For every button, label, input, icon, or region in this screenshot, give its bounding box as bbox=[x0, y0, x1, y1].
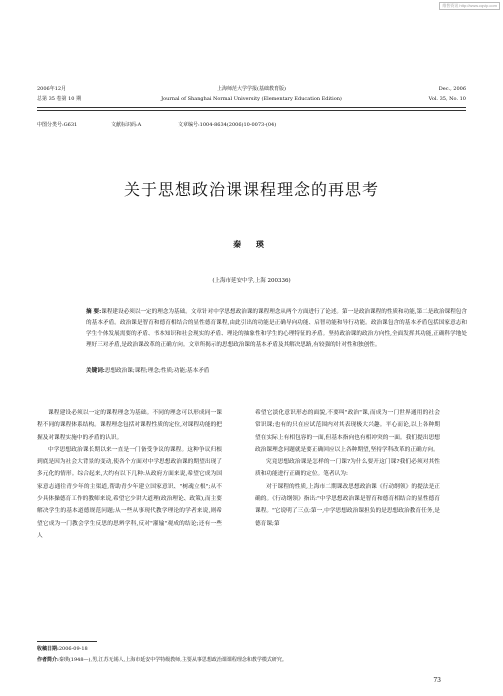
abstract-label: 摘 要: bbox=[86, 309, 102, 315]
abstract-text: 课程建设必须以一定的理念为基础。文章针对中学思想政治课的课程理念从两个方面进行了论述。第一是政治课程的性质和功能,第二是政治课程包含的基本矛盾。政治课是智育和德育相结合的显性德育课程,由此引出的功能是正确导向功能、启智功能和导行功能。政治课包含的基本矛盾包括国家意志和学生个体发展需要的矛盾、书本知识和社会现实的矛盾、理论的抽象性和学生的心理特征的矛盾。坚持政治课的政治方向性,全面发挥其功能,正确科学地处理好三对矛盾,是政治课改革的正确方向。文章所揭示的思想政治课的基本矛盾及其解决思路,有较强的针对性和独创性。 bbox=[86, 309, 467, 348]
header-journal-en: Journal of Shanghai Normal University (Elementary Education Edition) bbox=[161, 96, 342, 102]
received-date: 2006-09-18 bbox=[58, 646, 88, 652]
body-column-right bbox=[255, 407, 440, 530]
footnote-received bbox=[37, 645, 466, 653]
author-bio-label: 作者简介: bbox=[37, 657, 59, 663]
footnote-rule bbox=[37, 641, 97, 642]
keywords-label: 关键词: bbox=[86, 368, 105, 374]
watermark-stamp: 维普资讯 http://www.cqvip.com bbox=[439, 2, 500, 10]
clc-number: 中图分类号:G631 bbox=[37, 122, 78, 128]
author-affiliation: (上海市延安中学,上海 200336) bbox=[212, 278, 291, 284]
body-paragraph: 中学思想政治课长期以来一直是一门备受争议的课程。这种争议归根到底是因为社会大背景的变动,使各个方面对中学思想政治课的期望出现了多元化的情形。综合起来,大约有以下几种:从政府方面来说,希望它成为国家意志通往青少年的主渠道,帮助青少年建立国家意识、"树魂立根";从不少具体操德育工作的教师来说,希望它少讲大道理(政治理论、政策),而主要解决学生的基本道德规范问题;从一些从事现代教学理论的学者来说,则希望它成为一门教会学生反思的思辨学科,反对"灌输"观成的结论;还有一些人 bbox=[37, 446, 222, 539]
header-date-en: Dec., 2006 bbox=[438, 86, 466, 92]
article-number: 文章编号:1004-8634(2006)10-0073-(04) bbox=[178, 122, 277, 128]
document-code: 文献标识码:A bbox=[111, 122, 142, 128]
body-paragraph: 对于课程的性质,上海市二期课改思想政治课《行动纲领》的提法是正确的。《行动纲领》指出:"中学思想政治课是智育和德育相结合的显性德育课程。"它说明了三点:第一,中学思想政治课担负的是思想政治教育任务,是德育课;第 bbox=[255, 483, 440, 527]
header-volume-cn: 总第 35 卷第 10 期 bbox=[37, 96, 82, 102]
header-rule-thick bbox=[37, 107, 466, 108]
keywords-text: 思想政治课;课程;理念;性质;功能;基本矛盾 bbox=[104, 368, 210, 374]
received-label: 收稿日期: bbox=[37, 646, 59, 652]
header-date-cn: 2006年12月 bbox=[37, 86, 67, 92]
author-name: 秦 瑛 bbox=[233, 239, 270, 249]
header-journal-cn: 上海师范大学学报(基础教育版) bbox=[217, 86, 286, 92]
body-paragraph: 究竟思想政治课是怎样的一门课?为什么要开这门课?我们必须对其性质和功能进行正确的定位。笔者认为: bbox=[255, 459, 440, 478]
page-number: 73 bbox=[433, 677, 441, 684]
body-paragraph: 课程建设必须以一定的课程理念为基础。不同的理念可以形成同一课程不同的课程体系结构。课程理念包括对课程性质的定位,对课程功能的把握及对课程实施中的矛盾的认识。 bbox=[37, 410, 222, 441]
header-volume-en: Vol. 35, No. 10 bbox=[428, 96, 466, 102]
article-title: 关于思想政治课课程理念的再思考 bbox=[123, 180, 379, 199]
author-bio-text: 秦瑛(1948—),男,江苏无锡人,上海市延安中学特级教师,主要从事思想政治课课程理念和教学模式研究。 bbox=[58, 657, 287, 663]
body-paragraph: 希望它淡化意识形态的面貌,不要叫"政治"课,而成为一门世界通用的社会常识课;也有的只在应试范围内对其表现极大兴趣。平心而论,以上各种期望在实际上有相包容的一面,但基本指向也有相冲突的一面。我们提出思想政治课理念问题就是要正确回应以上各种期望,坚持学科改革的正确方向。 bbox=[255, 410, 440, 453]
abstract bbox=[86, 307, 467, 351]
header-rule-thin bbox=[37, 110, 466, 111]
body-column-left bbox=[37, 407, 222, 542]
keywords bbox=[86, 366, 467, 377]
footnote-author-bio bbox=[37, 656, 466, 664]
